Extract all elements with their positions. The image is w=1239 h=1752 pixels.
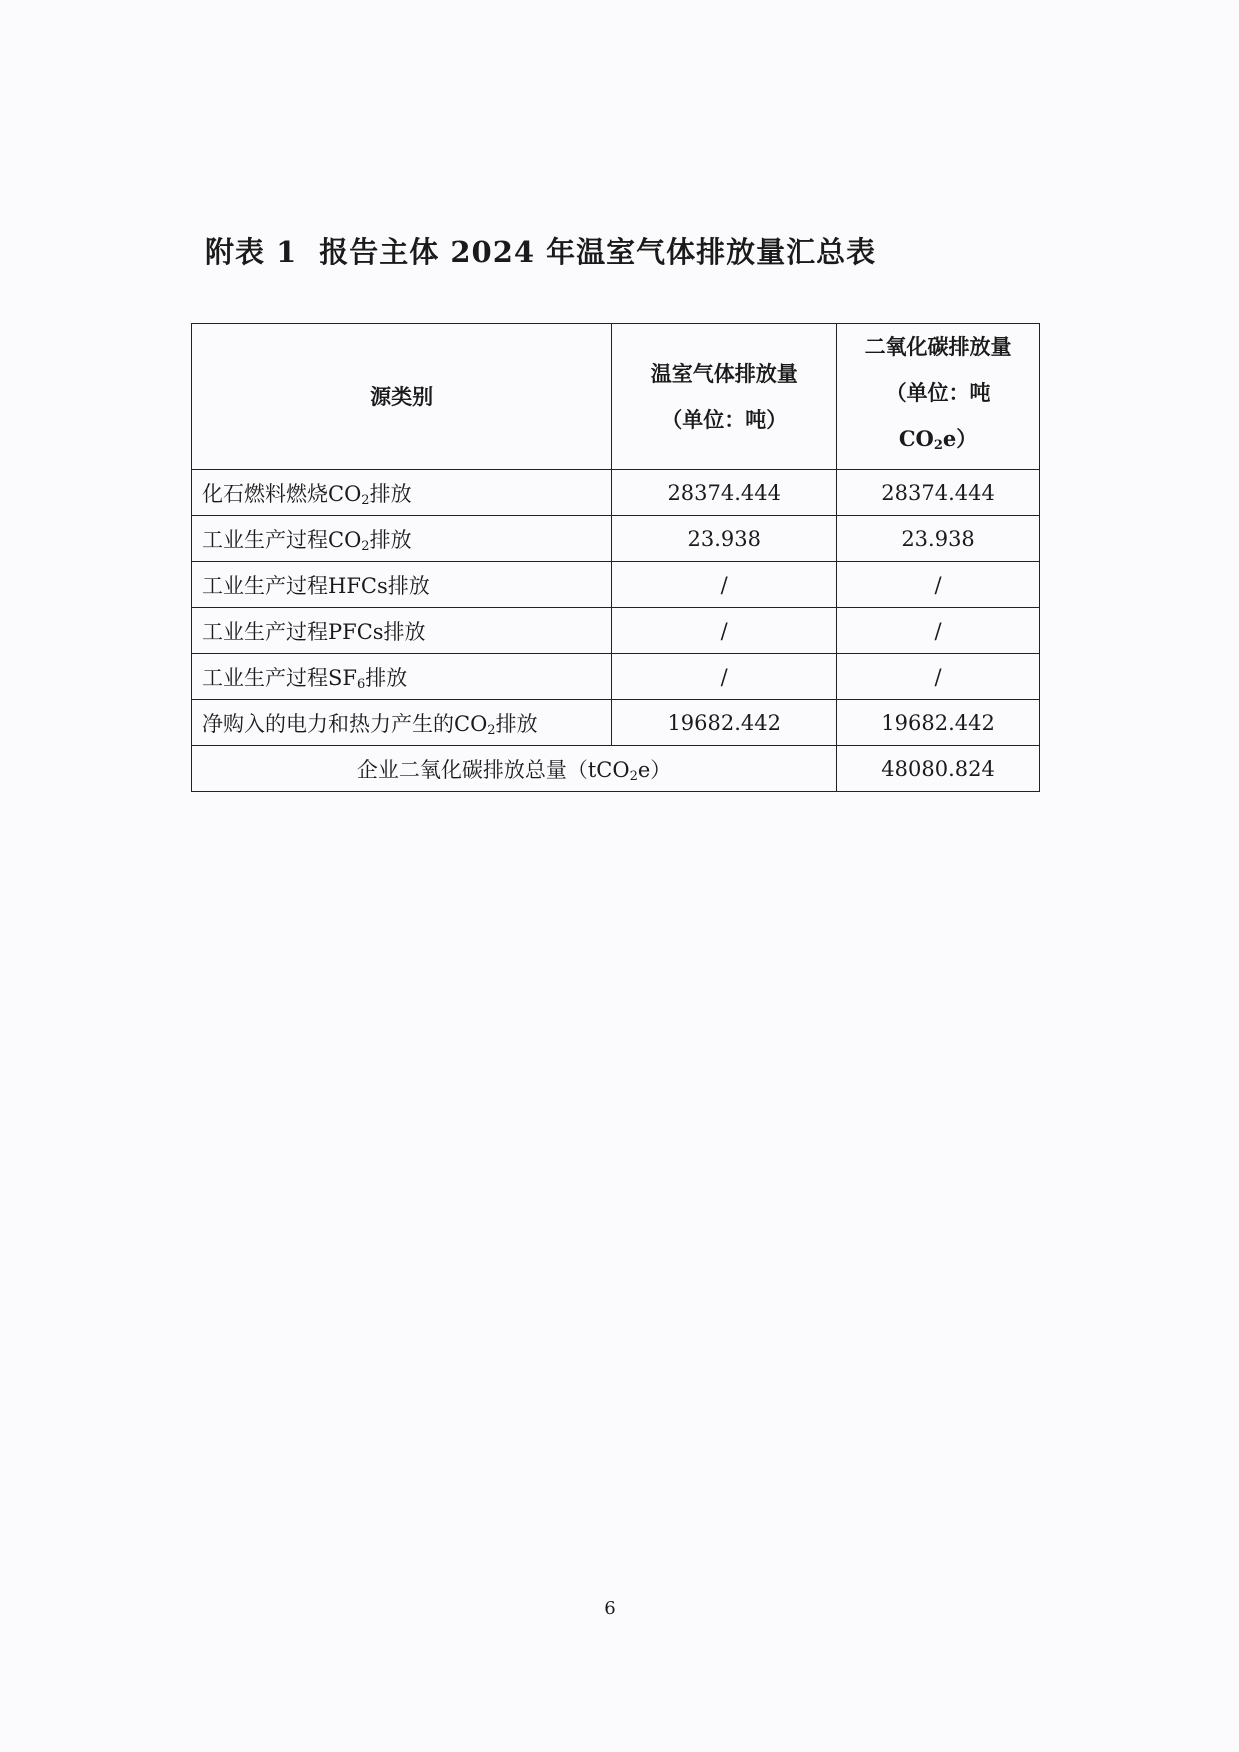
table-row	[192, 516, 1040, 562]
row-ghg-value: /	[612, 562, 837, 608]
row-ghg-value: /	[612, 608, 837, 654]
row-co2-value: /	[837, 562, 1040, 608]
table-total-row	[192, 746, 1040, 792]
table-header-row	[192, 324, 1040, 470]
table-row	[192, 700, 1040, 746]
row-ghg-value: 19682.442	[612, 700, 837, 746]
header-ghg: 温室气体排放量 （单位：吨）	[612, 324, 837, 470]
row-ghg-value: /	[612, 654, 837, 700]
header-source: 源类别	[192, 324, 612, 470]
row-source: 工业生产过程$CO_2$排放	[192, 516, 612, 562]
row-source: 工业生产过程HFCs排放	[192, 562, 612, 608]
total-value: 48080.824	[837, 746, 1040, 792]
row-source: 工业生产过程$SF_6$排放	[192, 654, 612, 700]
row-co2-value: 28374.444	[837, 470, 1040, 516]
row-co2-value: 19682.442	[837, 700, 1040, 746]
row-co2-value: 23.938	[837, 516, 1040, 562]
table-title	[205, 230, 876, 271]
table-row	[192, 654, 1040, 700]
page-number: 6	[604, 1598, 616, 1619]
row-ghg-value: 23.938	[612, 516, 837, 562]
total-label: 企业二氧化碳排放总量（tCO$_2$e）	[192, 746, 837, 792]
row-source: 工业生产过程PFCs排放	[192, 608, 612, 654]
table-row	[192, 470, 1040, 516]
row-co2-value: /	[837, 654, 1040, 700]
table-row	[192, 562, 1040, 608]
table-row	[192, 608, 1040, 654]
row-co2-value: /	[837, 608, 1040, 654]
header-co2: 二氧化碳排放量 （单位：吨$CO_2e$）	[837, 324, 1040, 470]
row-source: 净购入的电力和热力产生的$CO_2$排放	[192, 700, 612, 746]
table-title-label: 附表 1	[205, 235, 298, 269]
row-ghg-value: 28374.444	[612, 470, 837, 516]
emission-summary-table	[191, 323, 1040, 792]
row-source: 化石燃料燃烧$CO_2$排放	[192, 470, 612, 516]
table-title-text: 报告主体 2024 年温室气体排放量汇总表	[319, 235, 877, 269]
